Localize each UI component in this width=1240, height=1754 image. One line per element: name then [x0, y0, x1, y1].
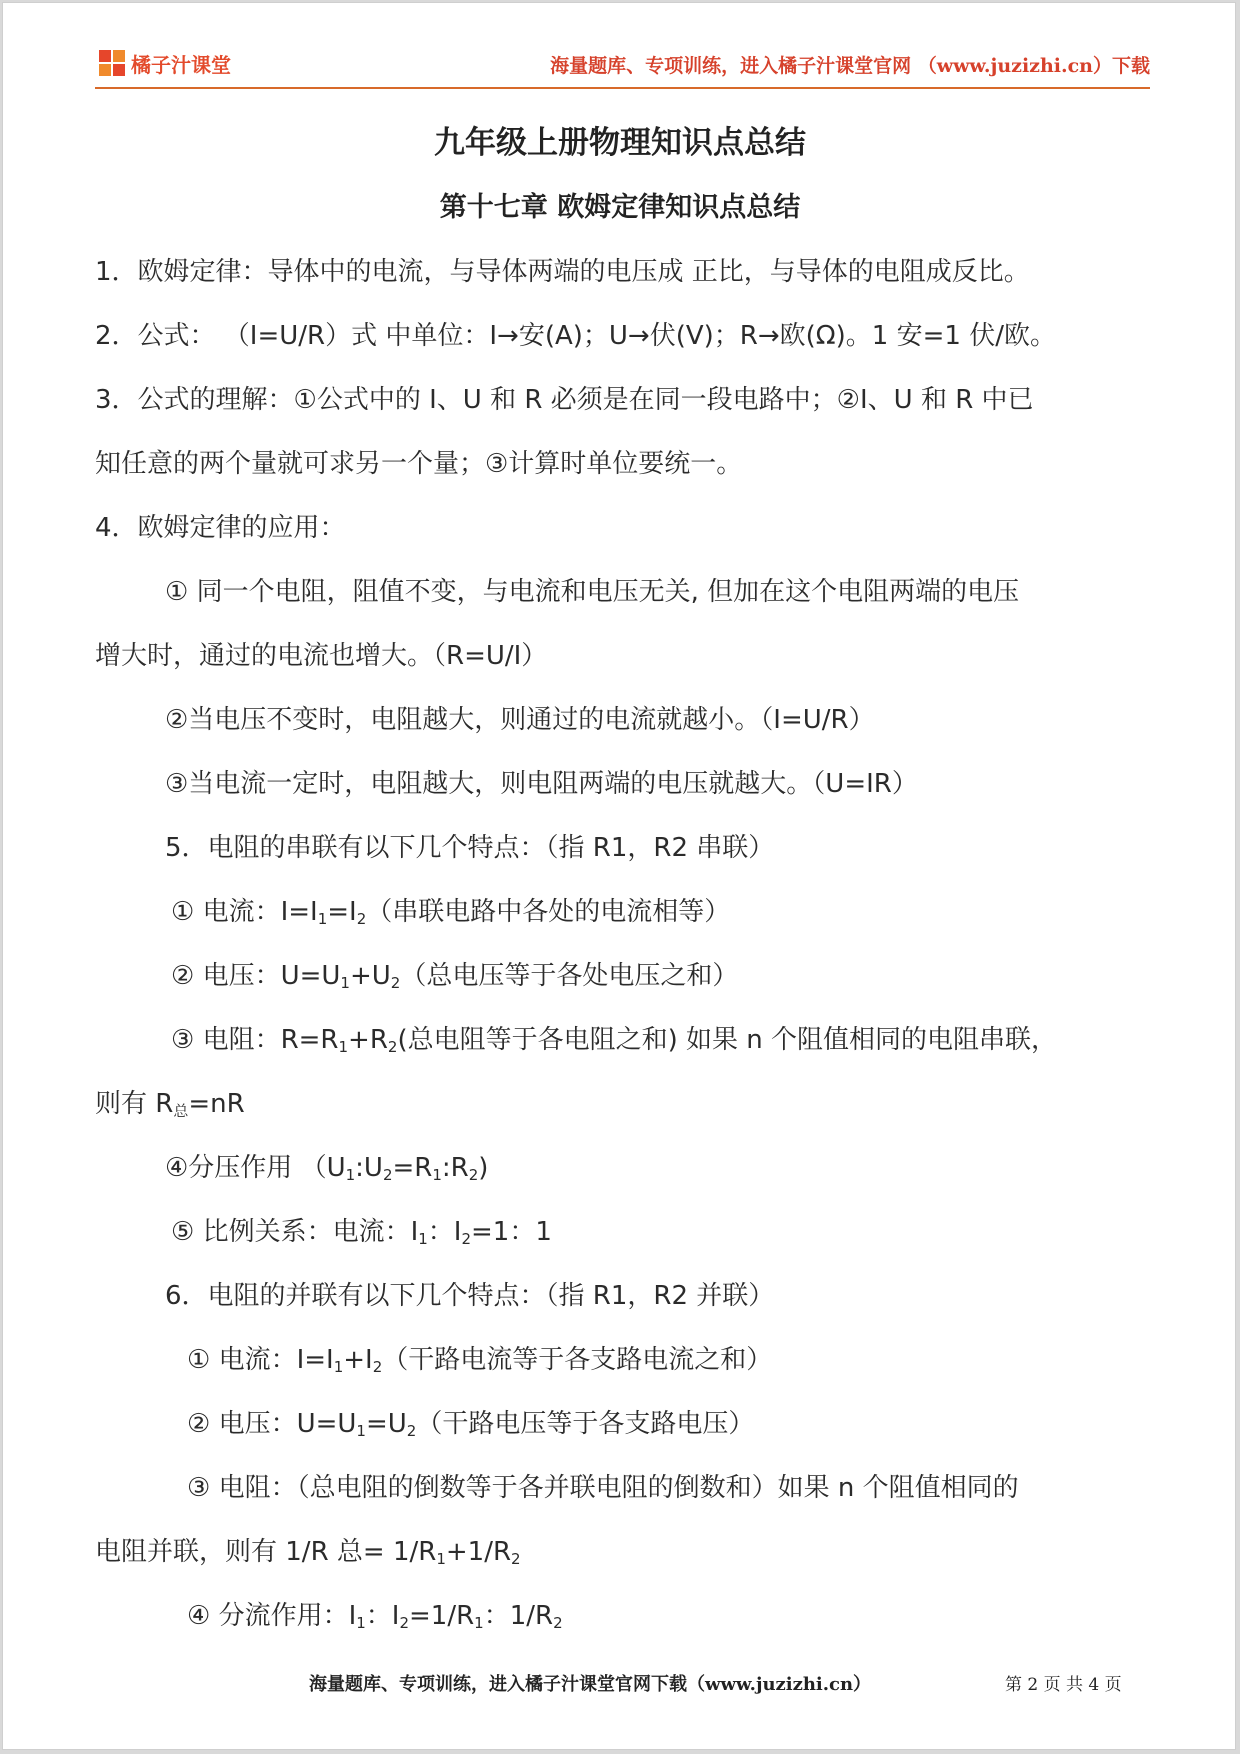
paragraph-4-2: ②当电压不变时，电阻越大，则通过的电流就越小。（I=U/R）	[165, 705, 875, 735]
paragraph-4-1a: ① 同一个电阻，阻值不变，与电流和电压无关, 但加在这个电阻两端的电压	[165, 577, 1020, 607]
document-page	[2, 2, 1236, 1750]
series-voltage-divider: ④分压作用 $(U_1:U_2=R_1:R_2)$	[165, 1153, 489, 1184]
series-current: ① 电流：$I=I_1=I_2$（串联电路中各处的电流相等）	[171, 897, 731, 928]
paragraph-4-1b: 增大时，通过的电流也增大。（R=U/I）	[95, 641, 548, 671]
parallel-resistance: ③ 电阻：（总电阻的倒数等于各并联电阻的倒数和）如果 n 个阻值相同的	[187, 1473, 1019, 1503]
paragraph-5: 5．电阻的串联有以下几个特点：（指 R1，R2 串联）	[165, 833, 775, 863]
paragraph-6: 6．电阻的并联有以下几个特点：（指 R1，R2 并联）	[165, 1281, 775, 1311]
logo	[99, 47, 231, 79]
paragraph-3a: 3．公式的理解：①公式中的 I、U 和 R 必须是在同一段电路中；②I、U 和 R 中已	[95, 385, 1034, 415]
series-resistance: ③ 电阻：$R=R_1+R_2$(总电阻等于各电阻之和) 如果 n 个阻值相同的电阻串联，	[171, 1025, 1058, 1056]
page-header	[95, 43, 1150, 89]
footer-link-text: 海量题库、专项训练，进入橘子汁课堂官网下载（www.juzizhi.cn）	[309, 1674, 872, 1695]
paragraph-3b: 知任意的两个量就可求另一个量；③计算时单位要统一。	[95, 449, 743, 479]
series-resistance-cont: 则有 $R_总=nR$	[95, 1089, 245, 1120]
paragraph-1: 1．欧姆定律：导体中的电流，与导体两端的电压成 正比，与导体的电阻成反比。	[95, 257, 1030, 287]
chapter-title: 第十七章 欧姆定律知识点总结	[439, 192, 801, 223]
series-ratio: ⑤ 比例关系：电流：$I_1$：$I_2=1$：1	[171, 1217, 552, 1248]
paragraph-2: 2．公式： （I=U/R）式 中单位：I→安(A)；U→伏(V)；R→欧(Ω)。1 安=1 伏/欧。	[95, 321, 1056, 351]
parallel-resistance-cont: 电阻并联，则有 1/R 总= $1/R_1+1/R_2$	[95, 1537, 521, 1568]
logo-text: 橘子汁课堂	[131, 52, 231, 77]
header-tagline: 海量题库、专项训练，进入橘子汁课堂官网 （www.juzizhi.cn）下载	[550, 55, 1150, 77]
parallel-current-divider: ④ 分流作用：$I_1$：$I_2=1/R_1$：$1/R_2$	[187, 1601, 563, 1632]
document-title: 九年级上册物理知识点总结	[434, 125, 806, 161]
paragraph-4: 4．欧姆定律的应用：	[95, 513, 346, 543]
logo-icon	[99, 50, 125, 76]
page-number: 第 2 页 共 4 页	[1005, 1675, 1122, 1695]
parallel-voltage: ② 电压：$U=U_1=U_2$（干路电压等于各支路电压）	[187, 1409, 755, 1440]
page-footer	[3, 1670, 1237, 1700]
parallel-current: ① 电流：$I=I_1+I_2$（干路电流等于各支路电流之和）	[187, 1345, 773, 1376]
series-voltage: ② 电压：$U=U_1+U_2$（总电压等于各处电压之和）	[171, 961, 739, 992]
paragraph-4-3: ③当电流一定时，电阻越大，则电阻两端的电压就越大。（U=IR）	[165, 769, 918, 799]
